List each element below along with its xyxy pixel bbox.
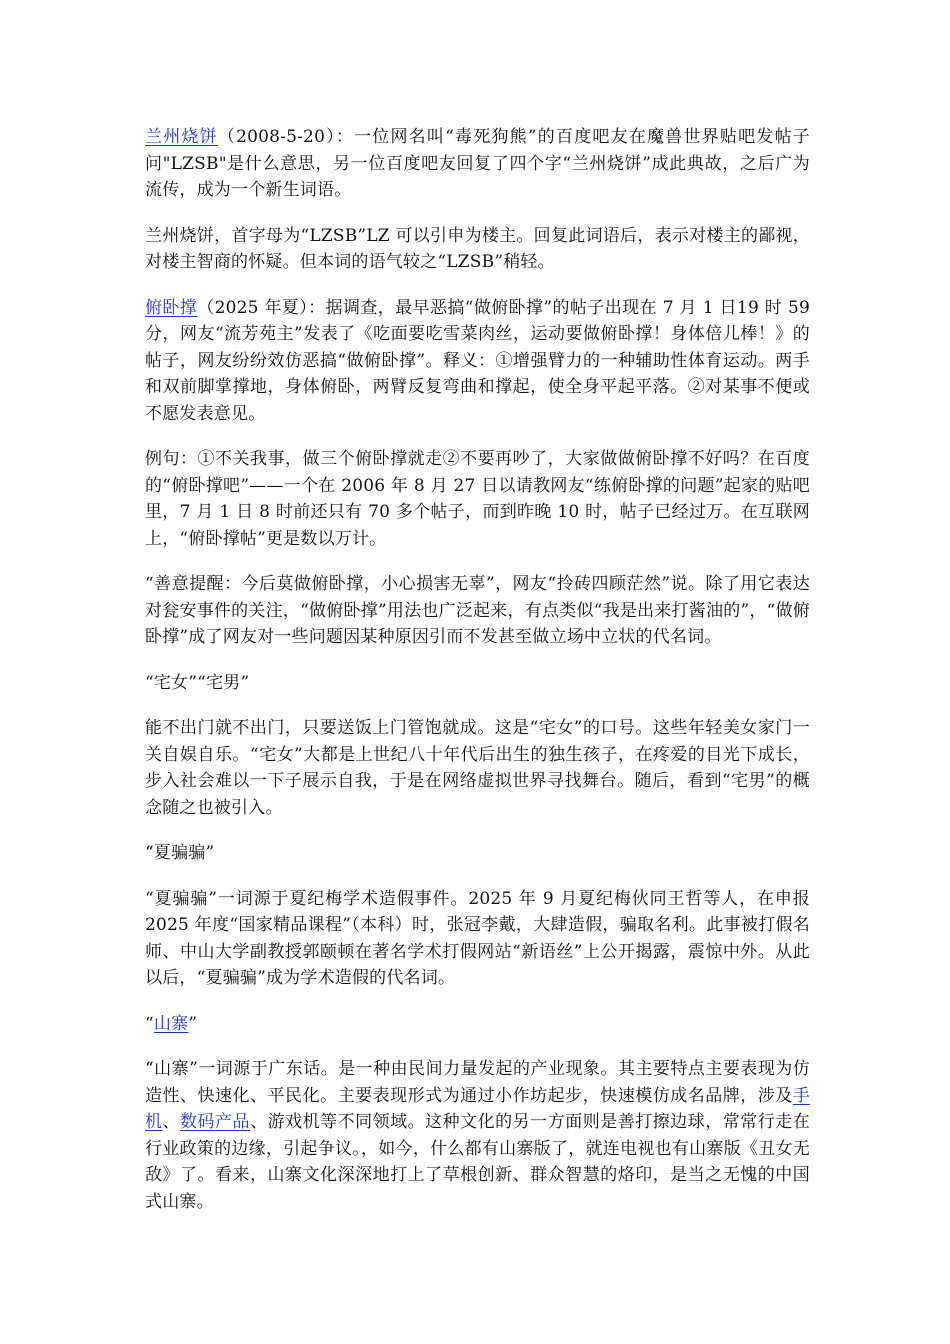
heading-text: “宅女”“宅男” [145, 672, 250, 693]
document-body [145, 124, 810, 1234]
paragraph-lanzhou-shaobing [145, 124, 810, 204]
heading-shanzhai [145, 1011, 810, 1038]
separator: 、 [162, 1112, 181, 1132]
paragraph-fuwocheng-example [145, 446, 810, 552]
paragraph-text: （2008-5-20）：一位网名叫“毒死狗熊”的百度吧友在魔兽世界贴吧发帖子问"LZSB"是什么意思，另一位百度吧友回复了四个字“兰州烧饼”成此典故，之后广为流传，成为一个新生词语。 [145, 127, 810, 200]
paragraph-text: 例句：①不关我事，做三个俯卧撑就走②不要再吵了，大家做做俯卧撑不好吗？在百度的“俯卧撑吧”——一个在 2006 年 8 月 27 日以请教网友“练俯卧撑的问题”起家的贴吧里，7 月 1 日 8 时前还只有 70 多个帖子，而到昨晚 10 时，帖子已经过万。在互联网上，“俯卧撑帖”更是数以万计。 [145, 449, 810, 549]
paragraph-lzsb-meaning [145, 223, 810, 276]
paragraph-text: （2025 年夏）：据调查，最早恶搞“做俯卧撑”的帖子出现在 7 月 1 日19 时 59 分，网友“流芳苑主”发表了《吃面要吃雪菜肉丝，运动要做俯卧撑！身体倍儿棒！》的帖子，网友纷纷效仿恶搞“做俯卧撑”。释义：①增强臂力的一种辅助性体育运动。两手和双前脚掌撑地，身体俯卧，两臂反复弯曲和撑起，使全身平起平落。②对某事不便或不愿发表意见。 [145, 297, 810, 424]
link-fuwocheng[interactable]: 俯卧撑 [145, 297, 198, 318]
link-shanzhai[interactable]: 山寨 [153, 1013, 189, 1034]
quote-open: “ [145, 1013, 154, 1034]
heading-xiapianpian [145, 840, 810, 867]
link-shouji[interactable]: 手机 [145, 1085, 810, 1132]
paragraph-text: “山寨”一词源于广东话。是一种由民间力量发起的产业现象。其主要特点主要表现为仿造性、快速化、平民化。主要表现形式为通过小作坊起步，快速模仿成名品牌，涉及 [145, 1059, 810, 1106]
paragraph-text: “夏骗骗”一词源于夏纪梅学术造假事件。2025 年 9 月夏纪梅伙同王哲等人，在申报 2025 年度“国家精品课程”（本科）时，张冠李戴，大肆造假，骗取名利。此事被打假名师、中山大学副教授郭颐顿在著名学术打假网站“新语丝”上公开揭露，震惊中外。从此以后，“夏骗骗”成为学术造假的代名词。 [145, 888, 810, 988]
paragraph-fuwocheng-usage [145, 571, 810, 651]
heading-zhainv-zhainan [145, 670, 810, 697]
quote-close: ” [188, 1013, 198, 1034]
paragraph-fuwocheng [145, 295, 810, 428]
paragraph-text: 能不出门就不出门，只要送饭上门管饱就成。这是“宅女”的口号。这些年轻美女家门一关自娱自乐。“宅女”大都是上世纪八十年代后出生的独生孩子，在疼爱的目光下成长，步入社会难以一下子展示自我，于是在网络虚拟世界寻找舞台。随后，看到“宅男”的概念随之也被引入。 [145, 718, 810, 818]
link-shuma-chanpin[interactable]: 数码产品 [180, 1112, 251, 1132]
paragraph-text: 、游戏机等不同领域。这种文化的另一方面则是善打擦边球，常常行走在行业政策的边缘，引起争议。，如今，什么都有山寨版了，就连电视也有山寨版《丑女无敌》了。看来，山寨文化深深地打上了草根创新、群众智慧的烙印，是当之无愧的中国式山寨。 [145, 1112, 810, 1212]
paragraph-shanzhai [145, 1056, 810, 1215]
paragraph-xiapianpian [145, 886, 810, 992]
paragraph-text: “善意提醒：今后莫做俯卧撑，小心损害无辜”，网友“拎砖四顾茫然”说。除了用它表达对瓮安事件的关注，“做俯卧撑”用法也广泛起来，有点类似“我是出来打酱油的”，“做俯卧撑”成了网友对一些问题因某种原因引而不发甚至做立场中立状的代名词。 [145, 574, 810, 647]
link-lanzhou-shaobing[interactable]: 兰州烧饼 [145, 127, 218, 147]
heading-text: “夏骗骗” [145, 843, 215, 863]
paragraph-text: 兰州烧饼，首字母为“LZSB”LZ 可以引申为楼主。回复此词语后，表示对楼主的鄙视，对楼主智商的怀疑。但本词的语气较之“LZSB”稍轻。 [145, 225, 810, 272]
paragraph-zhainv [145, 715, 810, 821]
